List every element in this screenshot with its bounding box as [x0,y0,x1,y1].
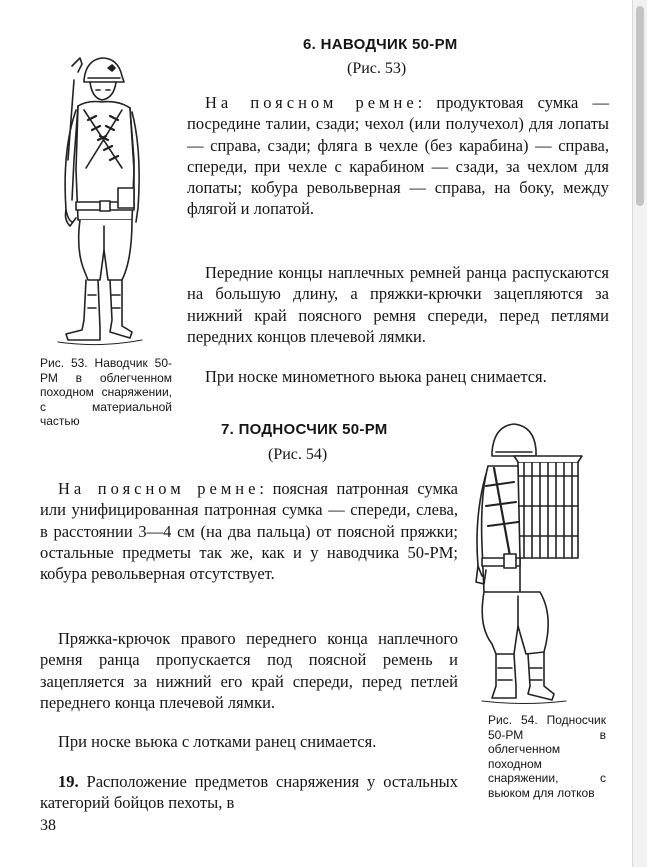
section-7-paragraph-2: Пряжка-крючок правого переднего конца наплечного ремня ранца пропускается под поясной ремень и зацепляется за нижний его край спереди, перед петлей переднего конца плечевой лямки. [40,629,458,712]
figure-54-reference: (Рис. 54) [268,446,328,463]
section-6-paragraph-2: Передние концы наплечных ремней ранца распускаются на большую длину, а пряжки-крючки зацепляются за нижний край поясного ремня спереди, перед петлями передних концов плечевой лямки. [187,263,609,346]
section-6-paragraph-1-text: : продуктовая сумка — посредине талии, сзади; чехол (или получехол) для лопаты — справа, сзади; фляга в чехле (без карабина) — справа, спереди, при чехле с карабином — сзади, за чехлом для лопаты; кобура револьверная — справа, на боку, между флягой и лопатой. [187,93,609,219]
section-6-paragraph-3: При носке минометного вьюка ранец снимается. [205,367,547,386]
section-7-lead-phrase: На поясном ремне [58,479,260,498]
figure-53-reference: (Рис. 53) [347,60,407,77]
vertical-scrollbar[interactable] [632,0,647,867]
figure-54-illustration [474,416,592,704]
paragraph-number: 19. [58,772,79,791]
section-6-lead-phrase: На поясном ремне [205,93,418,112]
figure-53-caption: Рис. 53. Наводчик 50-РМ в облегченном походном снаряжении, с материальной частью [40,356,172,429]
section-7-heading: 7. ПОДНОСЧИК 50-РМ [221,421,388,438]
section-6-paragraph-1 [187,92,609,220]
section-7-paragraph-4-text: Расположение предметов снаряжения у остальных категорий бойцов пехоты, в [40,772,458,813]
figure-54-caption: Рис. 54. Подносчик 50-РМ в облегченном походном снаряжении, с вьюком для лотков [488,713,606,800]
section-6-heading: 6. НАВОДЧИК 50-РМ [303,36,458,53]
scrollbar-thumb[interactable] [636,6,644,206]
section-7-paragraph-4 [40,771,458,814]
section-7-paragraph-3: При носке вьюка с лотками ранец снимается. [58,732,377,751]
section-7-paragraph-1-text: : поясная патронная сумка или унифицированная патронная сумка — спереди, слева, в расстоянии 3—4 см (на два пальца) от поясной пряжки; остальные предметы так же, как и у наводчика 50-РМ; кобура револьверная отсутствует. [40,479,458,584]
section-7-paragraph-1 [40,478,458,584]
figure-53-illustration [38,50,148,350]
page-number: 38 [40,817,56,834]
